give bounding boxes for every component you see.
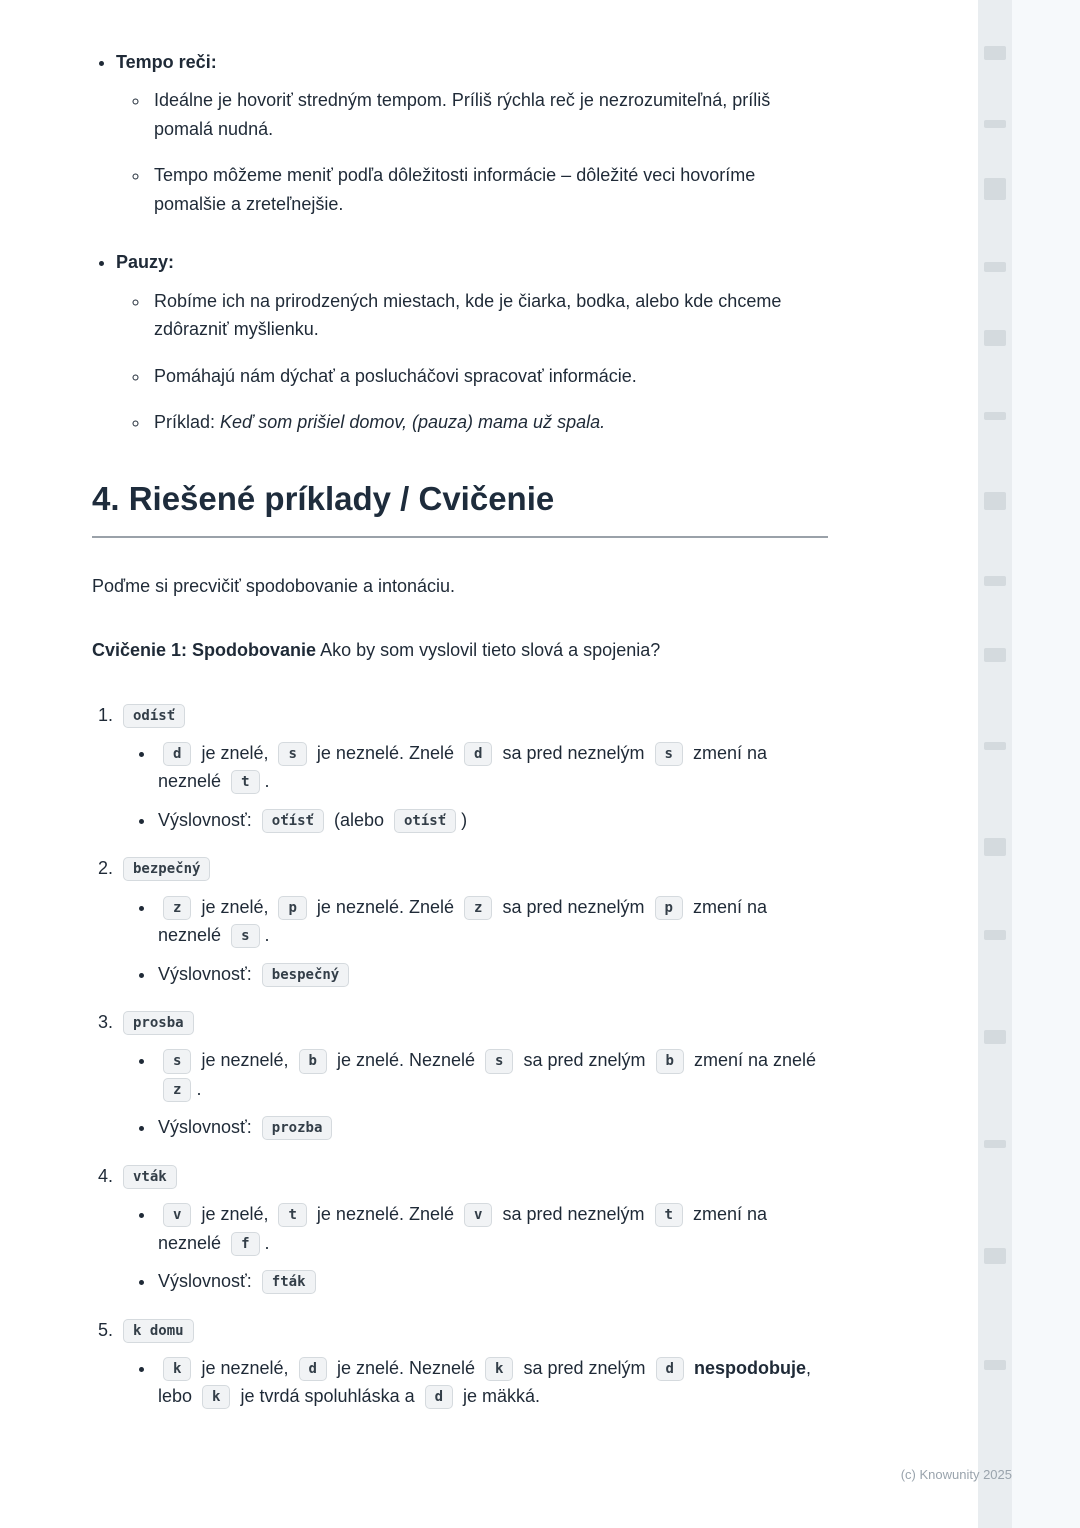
code-chip: v bbox=[464, 1203, 492, 1227]
minimap-mark bbox=[984, 412, 1006, 420]
word-chip: bezpečný bbox=[123, 857, 210, 881]
text-run: zmení na neznelé bbox=[158, 1204, 768, 1253]
code-chip: z bbox=[464, 896, 492, 920]
text-run: je znelé. Neznelé bbox=[331, 1050, 481, 1071]
code-chip: k bbox=[202, 1385, 230, 1409]
code-chip: s bbox=[163, 1049, 191, 1073]
text-run: je znelé, bbox=[196, 742, 274, 763]
exercise-line bbox=[156, 1113, 828, 1141]
exercise-line bbox=[156, 1200, 828, 1257]
code-chip: b bbox=[299, 1049, 327, 1073]
exercise-item bbox=[118, 1008, 828, 1142]
code-chip: prozba bbox=[262, 1116, 333, 1140]
code-chip: fták bbox=[262, 1270, 316, 1294]
minimap-mark bbox=[984, 1360, 1006, 1370]
exercise-line bbox=[156, 1046, 828, 1103]
text-run: je neznelé. Znelé bbox=[311, 896, 460, 917]
text-run: je znelé, bbox=[196, 1204, 274, 1225]
list-item-tempo bbox=[116, 48, 828, 218]
heading-divider bbox=[92, 536, 828, 538]
code-chip: z bbox=[163, 1078, 191, 1102]
code-chip: s bbox=[485, 1049, 513, 1073]
minimap-mark bbox=[984, 262, 1006, 272]
text-run: sa pred neznelým bbox=[497, 896, 650, 917]
minimap-mark bbox=[984, 178, 1006, 200]
exercise-lead-text: Ako by som vyslovil tieto slová a spojenia? bbox=[316, 640, 661, 661]
code-chip: p bbox=[655, 896, 683, 920]
list-item bbox=[150, 362, 828, 390]
text-run: . bbox=[196, 1078, 202, 1099]
page-right-margin bbox=[1012, 0, 1080, 1528]
text-run: zmení na znelé bbox=[688, 1050, 817, 1071]
text-run: Výslovnosť: bbox=[158, 963, 257, 984]
exercise-list bbox=[92, 701, 828, 1411]
code-chip: s bbox=[278, 742, 306, 766]
watermark: (c) Knowunity 2025 bbox=[900, 1467, 1012, 1483]
exercise-lines bbox=[118, 739, 828, 834]
minimap-mark bbox=[984, 576, 1006, 586]
code-chip: k bbox=[485, 1357, 513, 1381]
text-run: je neznelé. Znelé bbox=[311, 1204, 460, 1225]
exercise-line bbox=[156, 806, 828, 834]
code-chip: v bbox=[163, 1203, 191, 1227]
text-run: sa pred znelým bbox=[518, 1357, 651, 1378]
exercise-item bbox=[118, 854, 828, 988]
code-chip: t bbox=[655, 1203, 683, 1227]
text-run: . bbox=[264, 925, 270, 946]
code-chip: s bbox=[655, 742, 683, 766]
code-chip: d bbox=[656, 1357, 684, 1381]
code-chip: d bbox=[425, 1385, 453, 1409]
list-item-pauzy bbox=[116, 248, 828, 436]
exercise-word-row bbox=[118, 1162, 828, 1190]
text-run: , lebo bbox=[158, 1357, 812, 1407]
code-chip: oťísť bbox=[262, 809, 324, 833]
text-run: je znelé. Neznelé bbox=[331, 1357, 481, 1378]
text-run: je neznelé, bbox=[196, 1357, 294, 1378]
exercise-line bbox=[156, 960, 828, 988]
exercise-lead bbox=[92, 636, 828, 664]
exercise-line bbox=[156, 1267, 828, 1295]
code-chip: p bbox=[278, 896, 306, 920]
intro-paragraph: Poďme si precvičiť spodobovanie a intonáciu. bbox=[92, 575, 456, 596]
code-chip: z bbox=[163, 896, 191, 920]
exercise-item bbox=[118, 701, 828, 835]
list-item bbox=[150, 408, 828, 436]
exercise-lines bbox=[118, 1354, 828, 1411]
text-run: je neznelé. Znelé bbox=[311, 742, 460, 763]
code-chip: d bbox=[163, 742, 191, 766]
text-run: je mäkká. bbox=[458, 1386, 541, 1407]
text-run: (alebo bbox=[328, 809, 389, 830]
code-chip: k bbox=[163, 1357, 191, 1381]
bold-text: nespodobuje bbox=[694, 1357, 806, 1378]
code-chip: d bbox=[299, 1357, 327, 1381]
text-run: zmení na neznelé bbox=[158, 896, 768, 946]
text-run: Výslovnosť: bbox=[158, 1117, 257, 1138]
exercise-word-row bbox=[118, 1008, 828, 1036]
text-run: je neznelé, bbox=[196, 1050, 294, 1071]
minimap-mark bbox=[984, 838, 1006, 856]
minimap-mark bbox=[984, 648, 1006, 662]
text-run: zmení na neznelé bbox=[158, 742, 768, 792]
minimap-mark bbox=[984, 1140, 1006, 1148]
minimap-mark bbox=[984, 930, 1006, 940]
word-chip: odísť bbox=[123, 704, 185, 728]
text-run: sa pred neznelým bbox=[497, 1204, 650, 1225]
text-run: ) bbox=[461, 809, 468, 830]
exercise-lines bbox=[118, 1200, 828, 1295]
exercise-lines bbox=[118, 893, 828, 988]
text-run: sa pred neznelým bbox=[497, 742, 650, 763]
document-content bbox=[92, 48, 828, 1431]
tempo-sublist bbox=[116, 86, 828, 218]
text-run: je tvrdá spoluhláska a bbox=[235, 1386, 420, 1407]
exercise-word-row bbox=[118, 1316, 828, 1344]
minimap-mark bbox=[984, 742, 1006, 750]
text-run: . bbox=[264, 771, 270, 792]
code-chip: otísť bbox=[394, 809, 456, 833]
text-run: Výslovnosť: bbox=[158, 809, 257, 830]
text-run: sa pred znelým bbox=[518, 1050, 651, 1071]
text-run: . bbox=[264, 1232, 270, 1253]
code-chip: t bbox=[231, 770, 259, 794]
exercise-item bbox=[118, 1316, 828, 1411]
code-chip: t bbox=[278, 1203, 306, 1227]
exercise-lead-bold: Cvičenie 1: Spodobovanie bbox=[92, 640, 317, 661]
code-chip: f bbox=[231, 1232, 259, 1256]
text-run: Tempo môžeme meniť podľa dôležitosti informácie – dôležité veci hovoríme pomalšie a zreteľnejšie. bbox=[154, 165, 756, 214]
minimap-mark bbox=[984, 1248, 1006, 1264]
minimap-mark bbox=[984, 1030, 1006, 1044]
code-chip: bespečný bbox=[262, 963, 349, 987]
word-chip: prosba bbox=[123, 1011, 194, 1035]
section-heading: 4. Riešené príklady / Cvičenie bbox=[92, 480, 555, 518]
exercise-lines bbox=[118, 1046, 828, 1141]
list-item bbox=[150, 86, 828, 143]
pauzy-sublist bbox=[116, 287, 828, 437]
minimap-mark bbox=[984, 330, 1006, 346]
example-italic: Keď som prišiel domov, (pauza) mama už spala. bbox=[220, 411, 606, 432]
word-chip: k domu bbox=[123, 1319, 194, 1343]
text-run: Príklad: bbox=[154, 411, 221, 432]
text-run: Výslovnosť: bbox=[158, 1271, 257, 1292]
exercise-word-row bbox=[118, 854, 828, 882]
code-chip: b bbox=[656, 1049, 684, 1073]
text-run: Ideálne je hovoriť stredným tempom. Príliš rýchla reč je nezrozumiteľná, príliš pomalá nudná. bbox=[154, 90, 771, 139]
minimap-mark bbox=[984, 46, 1006, 60]
exercise-line bbox=[156, 893, 828, 950]
exercise-line bbox=[156, 1354, 828, 1411]
notes-list bbox=[92, 48, 828, 436]
list-title: Tempo reči: bbox=[116, 52, 217, 72]
text-run: je znelé, bbox=[196, 896, 274, 917]
minimap-mark bbox=[984, 492, 1006, 510]
word-chip: vták bbox=[123, 1165, 177, 1189]
code-chip: d bbox=[464, 742, 492, 766]
list-title: Pauzy: bbox=[116, 252, 175, 273]
list-item bbox=[150, 161, 828, 218]
text-run: Pomáhajú nám dýchať a poslucháčovi spracovať informácie. bbox=[154, 365, 637, 386]
exercise-line bbox=[156, 739, 828, 796]
minimap-mark bbox=[984, 120, 1006, 128]
text-run: Robíme ich na prirodzených miestach, kde je čiarka, bodka, alebo kde chceme zdôrazniť myšlienku. bbox=[154, 290, 782, 340]
exercise-item bbox=[118, 1162, 828, 1296]
scrollbar-track[interactable] bbox=[978, 0, 1012, 1528]
code-chip: s bbox=[231, 924, 259, 948]
exercise-word-row bbox=[118, 701, 828, 729]
list-item bbox=[150, 287, 828, 344]
